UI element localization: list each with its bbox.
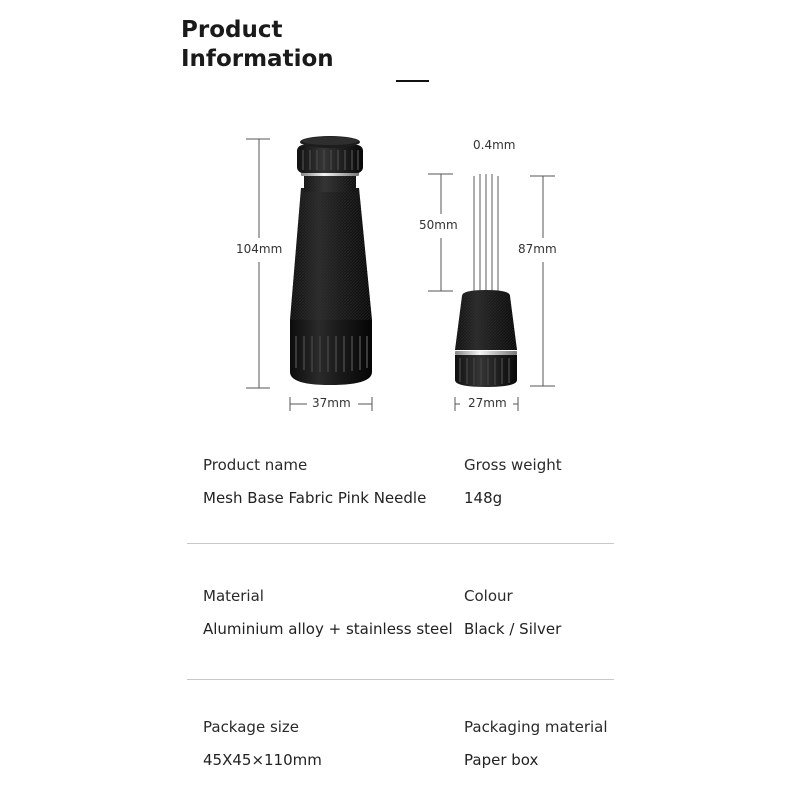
spec-divider [187, 543, 614, 544]
distributor-width-label: 27mm [468, 396, 507, 410]
tamper-width-label: 37mm [312, 396, 351, 410]
gross-weight-value: 148g [464, 489, 503, 507]
distributor-height-dimension [530, 176, 555, 386]
package-size-value: 45X45×110mm [203, 751, 322, 769]
packaging-material-label: Packaging material [464, 718, 608, 736]
needle-length-label: 50mm [419, 218, 458, 232]
title-line-1: Product [181, 17, 283, 43]
title-line-2: Information [181, 46, 334, 72]
tamper-image [290, 136, 372, 385]
packaging-material-value: Paper box [464, 751, 539, 769]
material-label: Material [203, 587, 264, 605]
gross-weight-label: Gross weight [464, 456, 562, 474]
colour-value: Black / Silver [464, 620, 562, 638]
product-name-label: Product name [203, 456, 308, 474]
product-name-value: Mesh Base Fabric Pink Needle [203, 489, 427, 507]
colour-label: Colour [464, 587, 513, 605]
material-value: Aluminium alloy + stainless steel [203, 620, 453, 638]
needle-length-dimension [428, 174, 453, 291]
needle-diameter-label: 0.4mm [473, 138, 516, 152]
tamper-height-dimension [246, 139, 270, 388]
distributor-height-label: 87mm [518, 242, 557, 256]
distributor-image [455, 174, 517, 387]
package-size-label: Package size [203, 718, 300, 736]
spec-divider [187, 679, 614, 680]
tamper-height-label: 104mm [236, 242, 283, 256]
